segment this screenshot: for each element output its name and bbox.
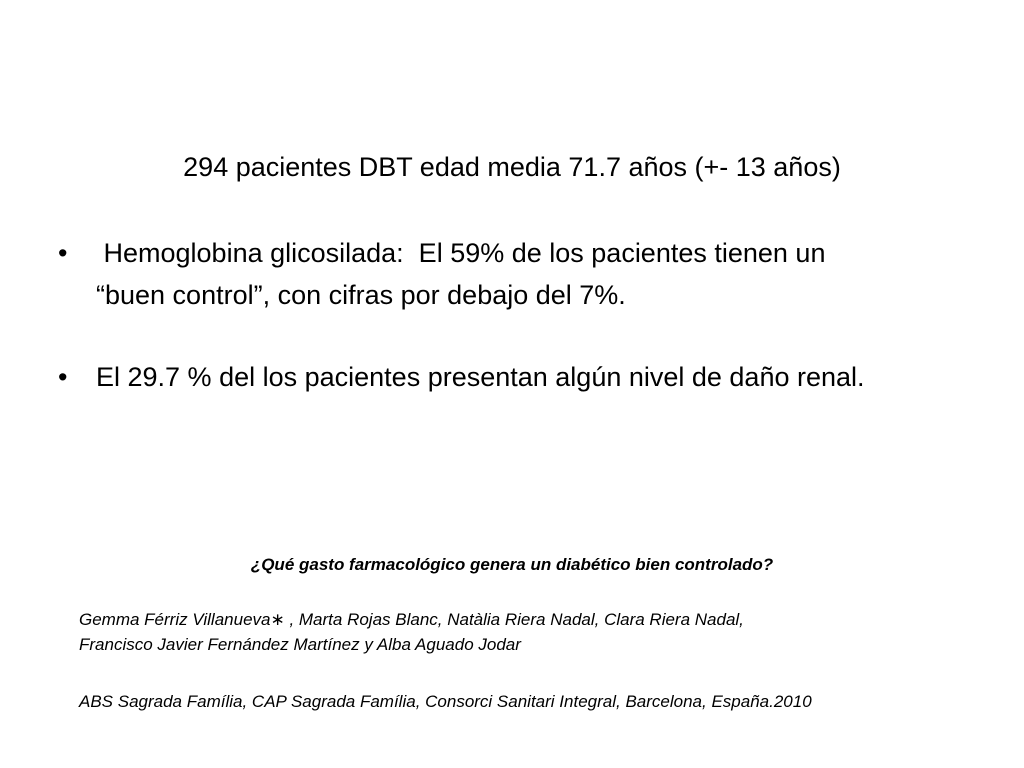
- bullet-list: [58, 232, 978, 398]
- bullet-icon: •: [58, 362, 68, 392]
- reference-authors-line: Francisco Javier Fernández Martínez y Alba Aguado Jodar: [79, 635, 521, 654]
- reference-affiliation: ABS Sagrada Família, CAP Sagrada Família, Consorci Sanitari Integral, Barcelona, España.2010: [79, 692, 812, 711]
- bullet-text-line: “buen control”, con cifras por debajo del 7%.: [96, 280, 626, 310]
- reference-title: ¿Qué gasto farmacológico genera un diabético bien controlado?: [250, 555, 774, 574]
- reference-authors: [79, 607, 979, 657]
- bullet-item-renal: [58, 356, 978, 398]
- bullet-text-line: Hemoglobina glicosilada: El 59% de los pacientes tienen un: [96, 238, 826, 268]
- bullet-text-line: El 29.7 % del los pacientes presentan algún nivel de daño renal.: [96, 362, 865, 392]
- bullet-icon: •: [58, 238, 68, 268]
- slide-headline: 294 pacientes DBT edad media 71.7 años (+- 13 años): [183, 152, 841, 182]
- reference-authors-line: Gemma Férriz Villanueva∗ , Marta Rojas Blanc, Natàlia Riera Nadal, Clara Riera Nadal,: [79, 610, 744, 629]
- bullet-item-hemoglobin: [58, 232, 978, 316]
